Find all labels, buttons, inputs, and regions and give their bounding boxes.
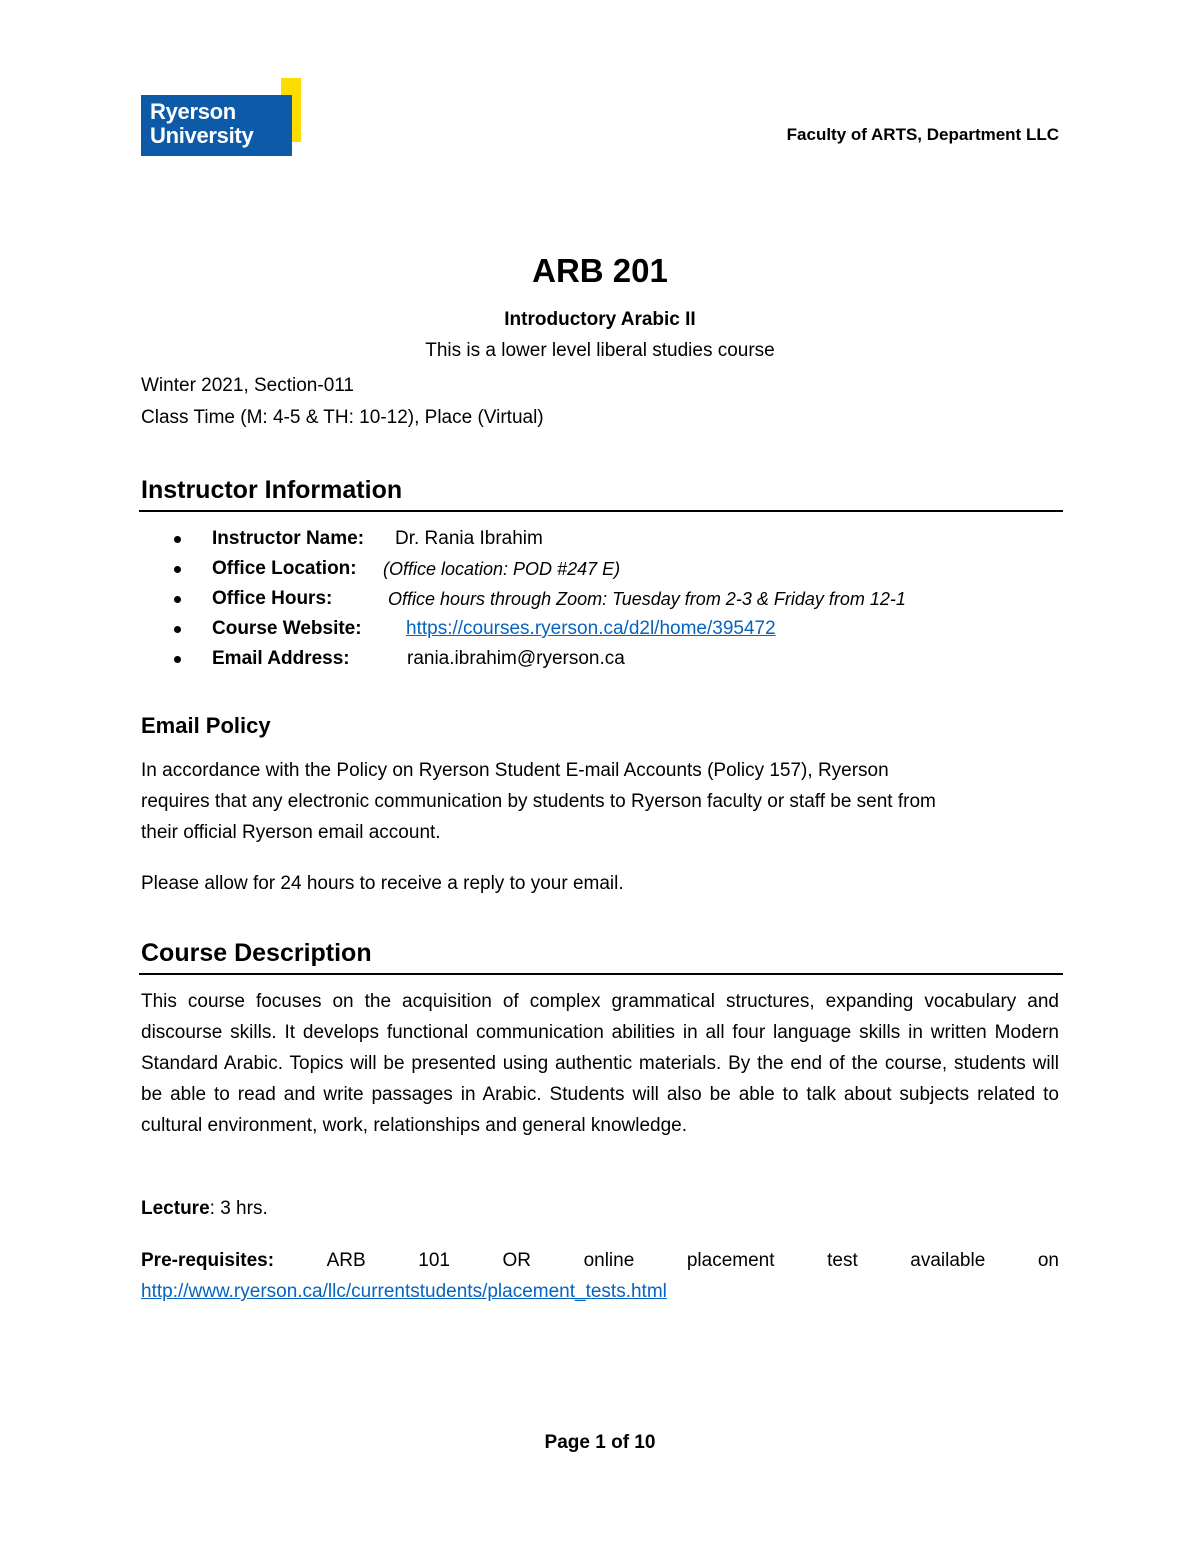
logo-wordmark bbox=[150, 100, 253, 148]
bullet-icon bbox=[174, 656, 181, 663]
course-website-link[interactable]: https://courses.ryerson.ca/d2l/home/395472 bbox=[406, 618, 776, 639]
prereq-word: 101 bbox=[418, 1250, 450, 1271]
prereq-word: placement bbox=[686, 1250, 775, 1271]
list-item bbox=[141, 644, 1061, 674]
instructor-rule bbox=[139, 510, 1063, 512]
description-rule bbox=[139, 973, 1063, 975]
email-policy-line-1: In accordance with the Policy on Ryerson Student E-mail Accounts (Policy 157), Ryerson bbox=[141, 760, 889, 781]
list-item bbox=[141, 554, 1061, 584]
email-policy-line-2: requires that any electronic communication by students to Ryerson faculty or staff be sent from bbox=[141, 791, 936, 812]
lecture-label: Lecture bbox=[141, 1198, 210, 1219]
instructor-heading: Instructor Information bbox=[141, 476, 403, 504]
placement-test-link[interactable]: http://www.ryerson.ca/llc/currentstudents/placement_tests.html bbox=[141, 1281, 667, 1302]
bullet-icon bbox=[174, 626, 181, 633]
course-code: ARB 201 bbox=[532, 252, 668, 289]
email-policy-heading: Email Policy bbox=[141, 713, 271, 738]
list-item bbox=[141, 614, 1061, 644]
course-title: Introductory Arabic II bbox=[504, 309, 696, 330]
logo-line-2: University bbox=[150, 123, 254, 148]
description-heading: Course Description bbox=[141, 939, 372, 967]
course-note: This is a lower level liberal studies course bbox=[425, 340, 775, 361]
page-number: Page 1 of 10 bbox=[544, 1432, 656, 1453]
prereq-word: on bbox=[1037, 1250, 1059, 1271]
lecture-line bbox=[141, 1193, 1059, 1224]
faculty-header: Faculty of ARTS, Department LLC bbox=[786, 125, 1059, 144]
prereq-word: OR bbox=[502, 1250, 532, 1271]
email-policy-line-3: their official Ryerson email account. bbox=[141, 822, 441, 843]
office-hours-label: Office Hours: bbox=[212, 588, 333, 609]
lecture-value: : 3 hrs. bbox=[209, 1198, 268, 1219]
logo-line-1: Ryerson bbox=[150, 99, 236, 124]
instructor-name-value: Dr. Rania Ibrahim bbox=[395, 528, 543, 549]
email-reply-note: Please allow for 24 hours to receive a reply to your email. bbox=[141, 873, 624, 894]
prerequisites-line bbox=[141, 1245, 1059, 1276]
description-text: This course focuses on the acquisition of complex grammatical structures, expanding vocabulary and discourse skills. It develops functional communication abilities in all four language skills in written Modern Standard Arabic. Topics will be presented using authentic materials. By the end of the course, students will be able to read and write passages in Arabic. Students will also be able to talk about subjects related to cultural environment, work, relationships and general knowledge. bbox=[141, 991, 1059, 1136]
prereq-word: test bbox=[827, 1250, 858, 1271]
prereq-word: online bbox=[583, 1250, 635, 1271]
course-term: Winter 2021, Section-011 bbox=[141, 375, 354, 396]
bullet-icon bbox=[174, 566, 181, 573]
placement-link-line bbox=[141, 1276, 1059, 1307]
bullet-icon bbox=[174, 536, 181, 543]
bullet-icon bbox=[174, 596, 181, 603]
list-item bbox=[141, 584, 1061, 614]
prereq-word: available bbox=[910, 1250, 986, 1271]
instructor-name-label: Instructor Name: bbox=[212, 528, 365, 549]
office-location-value: (Office location: POD #247 E) bbox=[383, 559, 621, 579]
list-item bbox=[141, 524, 1061, 554]
instructor-list bbox=[141, 524, 1061, 674]
prereq-label: Pre-requisites: bbox=[141, 1250, 275, 1271]
email-address-label: Email Address: bbox=[212, 648, 350, 669]
email-address-value: rania.ibrahim@ryerson.ca bbox=[407, 648, 625, 669]
prereq-word: ARB bbox=[326, 1250, 366, 1271]
office-hours-value: Office hours through Zoom: Tuesday from 2-3 & Friday from 12-1 bbox=[388, 589, 906, 609]
class-time: Class Time (M: 4-5 & TH: 10-12), Place (Virtual) bbox=[141, 407, 544, 428]
course-website-label: Course Website: bbox=[212, 618, 362, 639]
office-location-label: Office Location: bbox=[212, 558, 357, 579]
